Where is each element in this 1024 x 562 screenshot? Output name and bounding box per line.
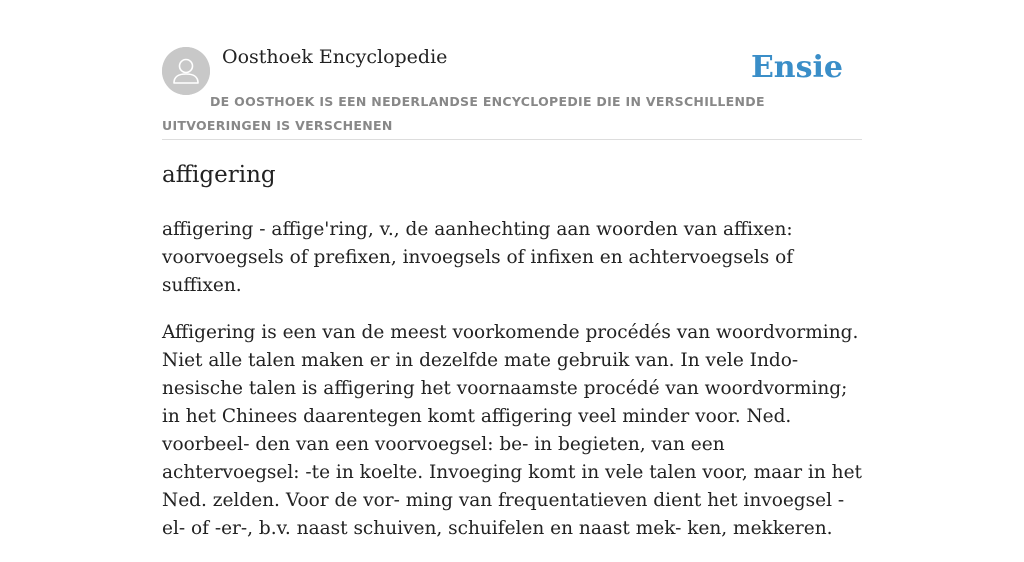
site-avatar[interactable] [162, 47, 210, 95]
site-header [162, 40, 862, 140]
user-silhouette-icon [162, 47, 210, 95]
article-paragraph: Affigering is een van de meest voorkomende procédés van woordvorming. Niet alle talen maken er in dezelfde mate gebruik van. In vele Indo- nesische talen is affigering het voornaamste procédé van woordvorming; in het Chinees daarentegen komt affigering veel minder voor. Ned. voorbeel- den van een voorvoegsel: be- in begieten, van een achtervoegsel: -te in koelte. Invoeging komt in vele talen voor, maar in het Ned. zelden. Voor de vor- ming van frequentatieven dient het invoegsel -el- of -er-, b.v. naast schuiven, schuifelen en naast mek- ken, mekkeren. [162, 322, 862, 539]
site-tagline: DE OOSTHOEK IS EEN NEDERLANDSE ENCYCLOPEDIE DIE IN VERSCHILLENDE UITVOERINGEN IS VERSCHENEN [162, 94, 765, 133]
article-title: affigering [162, 162, 276, 188]
site-name[interactable]: Oosthoek Encyclopedie [222, 46, 448, 68]
article-paragraph: affigering - affige'ring, v., de aanhechting aan woorden van affixen: voorvoegsels of prefixen, invoegsels of infixen en achtervoegsels of suffixen. [162, 219, 794, 296]
article-body [162, 216, 862, 562]
brand-logo[interactable]: Ensie [750, 50, 843, 85]
